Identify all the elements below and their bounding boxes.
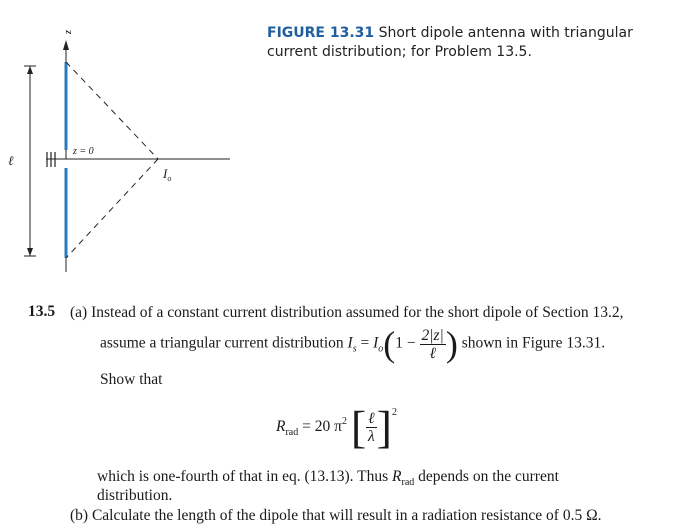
problem-a-line-4: which is one-fourth of that in eq. (13.13). Thus $R_{rad}$ depends on the current — [97, 468, 559, 488]
current-label: $I_o$ — [163, 166, 172, 183]
problem-number: 13.5 — [28, 303, 56, 320]
radiation-resistance-formula: $R_{rad} = 20$ $\pi^2$ [ $\frac{\text{ℓ}}{\lambda}$ ]$^2$ — [276, 401, 397, 453]
problem-b: (b) Calculate the length of the dipole that will result in a radiation resistance of 0.5 Ω. — [70, 507, 602, 524]
z-axis-arrowhead — [63, 40, 69, 50]
current-fraction: $\frac{2|z|}{\text{ℓ}}$ — [421, 326, 444, 362]
current-dist-upper — [66, 62, 158, 159]
dipole-figure — [0, 0, 250, 280]
formula-fraction: $\frac{\text{ℓ}}{\lambda}$ — [368, 409, 375, 445]
z-axis-label: z — [63, 30, 74, 34]
problem-a-line-1: (a) Instead of a constant current distribution assumed for the short dipole of Section 13.2, — [70, 304, 624, 321]
figure-caption-text: Short dipole antenna with triangular current distribution; for Problem 13.5. — [267, 25, 633, 60]
problem-a-line-2: assume a triangular current distribution $I_s = I_o(1$ − $\frac{2|z|}{\text{ℓ}}$ ) shown in Figure 13.31. — [100, 324, 606, 364]
length-arrow-bottom — [27, 248, 33, 256]
length-arrow-top — [27, 66, 33, 74]
problem-a-line-5: distribution. — [97, 487, 173, 504]
problem-show-that: Show that — [100, 371, 163, 388]
figure-caption-label: FIGURE 13.31 — [267, 25, 375, 41]
origin-label: z = 0 — [73, 146, 94, 157]
length-label: ℓ — [8, 153, 14, 168]
current-dist-lower — [66, 159, 158, 258]
figure-caption — [267, 24, 677, 62]
